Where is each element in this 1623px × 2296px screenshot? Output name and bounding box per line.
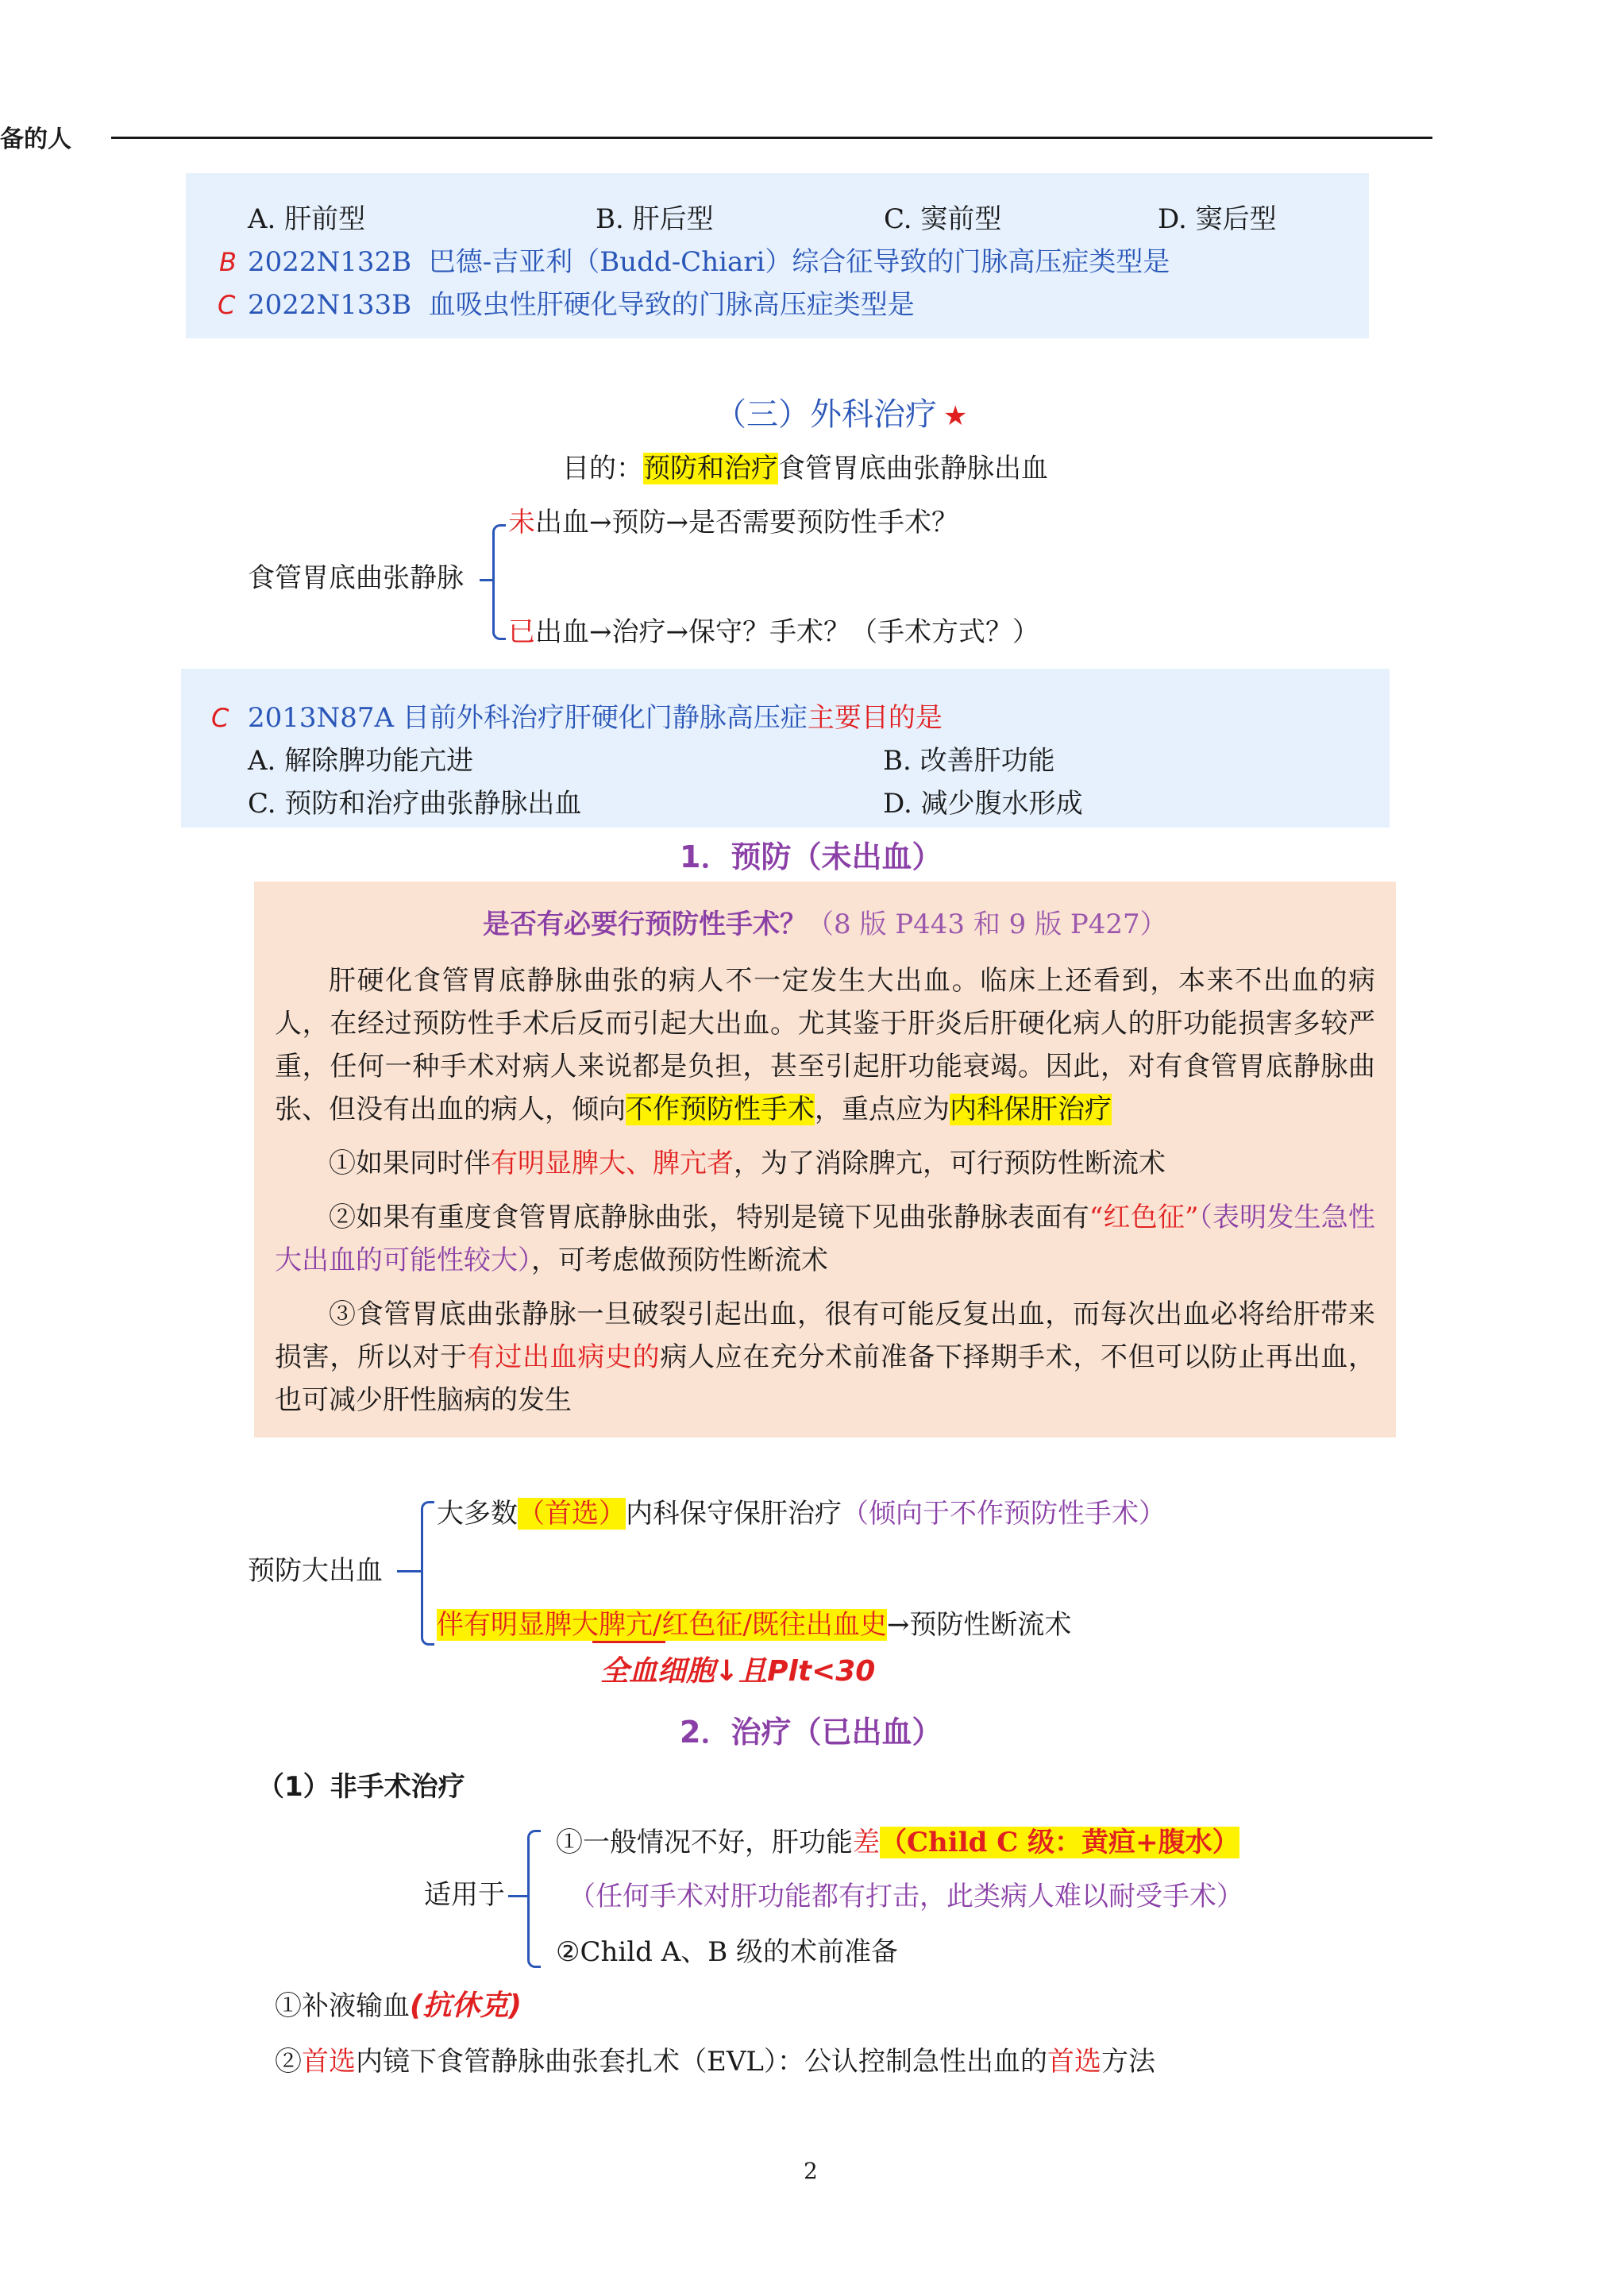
method-2 (275, 2044, 1155, 2079)
answer-mark-c: C (218, 290, 236, 320)
highlight-text: （首选） (518, 1498, 626, 1530)
branch-text: →预防性断流术 (886, 1609, 1072, 1641)
branch-text: 内科保守保肝治疗 (626, 1498, 842, 1530)
tree-branch-note: （任何手术对肝功能都有打击，此类病人难以耐受手术） (569, 1881, 1243, 1912)
running-header: 备的人 (0, 125, 71, 153)
question-text-red: 主要目的是 (807, 702, 943, 734)
red-text: 首选 (302, 2046, 356, 2078)
brace-tick (480, 579, 492, 581)
brace-tick (508, 1895, 527, 1897)
para-text: ，为了消除脾亢，可行预防性断流术 (734, 1148, 1166, 1179)
purple-text: （倾向于不作预防性手术） (842, 1498, 1166, 1530)
method-text: ①补液输血 (275, 1990, 410, 2022)
para-text: 肝硬化食管胃底静脉曲张的病人不一定发生大出血。临床上还看到，本来不出血的病人，在经过预防性手术后反而引起大出血。尤其鉴于肝炎后肝硬化病人的肝功能损害多较严重，任何一种手术对病人来说都是负担，甚至引起肝功能衰竭。因此，对有食管胃底静脉曲张、但没有出血的病人，倾向 (275, 965, 1375, 1125)
page-number: 2 (804, 2158, 818, 2184)
branch-text: ①一般情况不好，肝功能 (556, 1827, 853, 1858)
tree-branch-2 (508, 615, 1039, 650)
box-paragraph-2 (275, 1142, 1375, 1185)
purpose-label: 目的： (562, 453, 643, 484)
method-text: 内镜下食管静脉曲张套扎术（EVL）：公认控制急性出血的 (356, 2046, 1047, 2078)
purpose-highlight: 预防和治疗 (643, 453, 778, 484)
tree-root: 食管胃底曲张静脉 (248, 562, 464, 594)
box-ref: （8 版 P443 和 9 版 P427） (807, 909, 1167, 940)
box-paragraph-1 (275, 959, 1375, 1131)
highlight-text: （Child C 级：黄疸+腹水） (880, 1827, 1239, 1858)
option-c: C. 窦前型 (884, 203, 1002, 235)
question-text: 巴德-吉亚利（Budd-Chiari）综合征导致的门脉高压症类型是 (428, 246, 1170, 278)
answer-mark-b: B (219, 247, 237, 277)
tree-branch-2 (437, 1607, 1071, 1642)
para-text: ，重点应为 (815, 1094, 950, 1125)
box-question: 是否有必要行预防性手术？ (483, 909, 807, 940)
question-row (248, 700, 943, 735)
brace (492, 524, 506, 640)
tree-branch-1 (556, 1825, 1239, 1860)
purple-text: （表明发生急性大出血的可能性较大） (275, 1202, 1376, 1276)
option-a: A. 解除脾功能亢进 (248, 745, 474, 777)
method-text: ② (275, 2046, 302, 2078)
highlight-text: 内科保肝治疗 (950, 1094, 1112, 1125)
box-paragraph-4 (275, 1293, 1375, 1422)
question-code: 2022N132B (248, 246, 412, 278)
question-code: 2022N133B (248, 289, 412, 321)
tree-root: 预防大出血 (248, 1555, 383, 1587)
tree-branch-1 (508, 505, 958, 540)
para-text: ①如果同时伴 (329, 1148, 491, 1179)
option-c: C. 预防和治疗曲张静脉出血 (248, 788, 582, 820)
red-text: 差 (853, 1827, 880, 1858)
question-row (248, 245, 1170, 280)
question-code: 2013N87A (248, 702, 395, 734)
box-paragraph-3 (275, 1196, 1375, 1282)
brace (527, 1830, 541, 1968)
highlight-text: 伴有明显脾大脾亢/红色征/既往出血史 (437, 1609, 887, 1641)
para-text: ③食管胃底曲张静脉一旦破裂引起出血，很有可能反复出血，而每次出血必将给肝带来损害，所以对于 (275, 1298, 1375, 1373)
option-d: D. 减少腹水形成 (883, 788, 1083, 820)
method-text: 方法 (1101, 2046, 1155, 2078)
branch-text: 出血→治疗→保守？手术？（手术方式？） (535, 616, 1039, 648)
method-1 (275, 1989, 522, 2024)
handwritten-note: (抗休克) (410, 1989, 522, 2022)
tree-branch-2: ②Child A、B 级的术前准备 (556, 1936, 899, 1968)
section-title-text: （三）外科治疗 (715, 396, 937, 433)
option-b: B. 肝后型 (596, 203, 714, 235)
red-text: 首选 (1047, 2046, 1101, 2078)
red-text: “红色征” (1089, 1202, 1199, 1233)
tree-root: 适用于 (424, 1879, 505, 1911)
hand-underline (592, 1641, 665, 1643)
answer-mark-c: C (211, 703, 229, 733)
branch-red: 已 (508, 616, 535, 648)
para-text: ②如果有重度食管胃底静脉曲张，特别是镜下见曲张静脉表面有 (329, 1202, 1089, 1233)
tree-branch-1 (437, 1496, 1166, 1531)
option-a: A. 肝前型 (248, 203, 366, 235)
nonsurgical-title: （1）非手术治疗 (257, 1771, 465, 1803)
option-d: D. 窦后型 (1158, 203, 1277, 235)
brace (421, 1501, 434, 1646)
box-question-line (483, 907, 1167, 942)
option-b: B. 改善肝功能 (883, 745, 1055, 777)
branch-text: 出血→预防→是否需要预防性手术？ (535, 507, 958, 538)
question-text: 血吸虫性肝硬化导致的门脉高压症类型是 (428, 289, 915, 321)
question-text: 目前外科治疗肝硬化门静脉高压症 (402, 702, 808, 734)
para-text: ，可考虑做预防性断流术 (531, 1244, 828, 1276)
red-text: 有过出血病史的 (467, 1341, 661, 1373)
red-text: 有明显脾大、脾亢者 (491, 1148, 734, 1179)
header-rule (111, 137, 1432, 139)
highlight-text: 不作预防性手术 (626, 1094, 815, 1125)
section-title (715, 394, 967, 437)
brace-tick (397, 1570, 421, 1572)
purpose-line (562, 451, 1048, 486)
handwritten-note: 全血细胞↓且Plt<30 (600, 1655, 876, 1688)
subsection-title-2: 2．治疗（已出血） (680, 1715, 943, 1750)
branch-red: 未 (508, 507, 535, 538)
subsection-title-1: 1．预防（未出血） (680, 839, 943, 874)
para-text: 病人应在充分术前准备下择期手术，不但可以防止再出血，也可减少肝性脑病的发生 (275, 1341, 1376, 1416)
question-row (248, 287, 915, 322)
star-icon: ★ (943, 400, 968, 432)
purpose-rest: 食管胃底曲张静脉出血 (778, 453, 1048, 484)
branch-text: 大多数 (437, 1498, 518, 1530)
